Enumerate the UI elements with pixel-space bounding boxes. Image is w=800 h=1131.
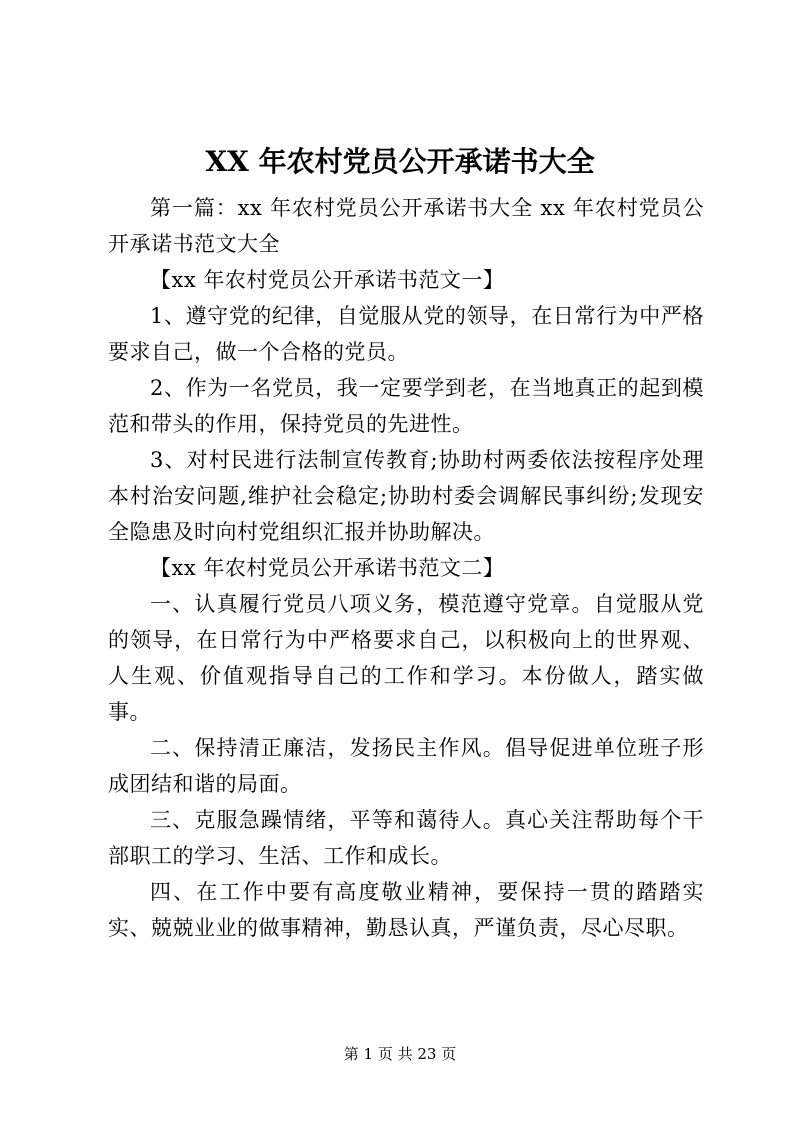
- paragraph-intro: 第一篇：xx 年农村党员公开承诺书大全 xx 年农村党员公开承诺书范文大全: [108, 196, 704, 256]
- paragraph-point-4: 四、在工作中要有高度敬业精神，要保持一贯的踏踏实实、兢兢业业的做事精神，勤恳认真，严谨负责，尽心尽职。: [108, 880, 704, 940]
- document-body: [108, 190, 704, 946]
- section-heading-1: 【xx 年农村党员公开承诺书范文一】: [150, 268, 505, 292]
- document-title: XX 年农村党员公开承诺书大全: [205, 145, 595, 178]
- page-number-footer: 第 1 页 共 23 页: [343, 1045, 457, 1063]
- section-heading-2: 【xx 年农村党员公开承诺书范文二】: [150, 556, 505, 580]
- paragraph-point-1: 一、认真履行党员八项义务，模范遵守党章。自觉服从党的领导，在日常行为中严格要求自己，以积极向上的世界观、人生观、价值观指导自己的工作和学习。本份做人，踏实做事。: [108, 592, 704, 724]
- paragraph-item-1: 1、遵守党的纪律，自觉服从党的领导，在日常行为中严格要求自己，做一个合格的党员。: [108, 304, 704, 364]
- paragraph-item-3: 3、对村民进行法制宣传教育;协助村两委依法按程序处理本村治安问题,维护社会稳定;协助村委会调解民事纠纷;发现安全隐患及时向村党组织汇报并协助解决。: [108, 448, 704, 544]
- paragraph-item-2: 2、作为一名党员，我一定要学到老，在当地真正的起到模范和带头的作用，保持党员的先进性。: [108, 376, 704, 436]
- paragraph-point-3: 三、克服急躁情绪，平等和蔼待人。真心关注帮助每个干部职工的学习、生活、工作和成长。: [108, 808, 704, 868]
- paragraph-point-2: 二、保持清正廉洁，发扬民主作风。倡导促进单位班子形成团结和谐的局面。: [108, 736, 704, 796]
